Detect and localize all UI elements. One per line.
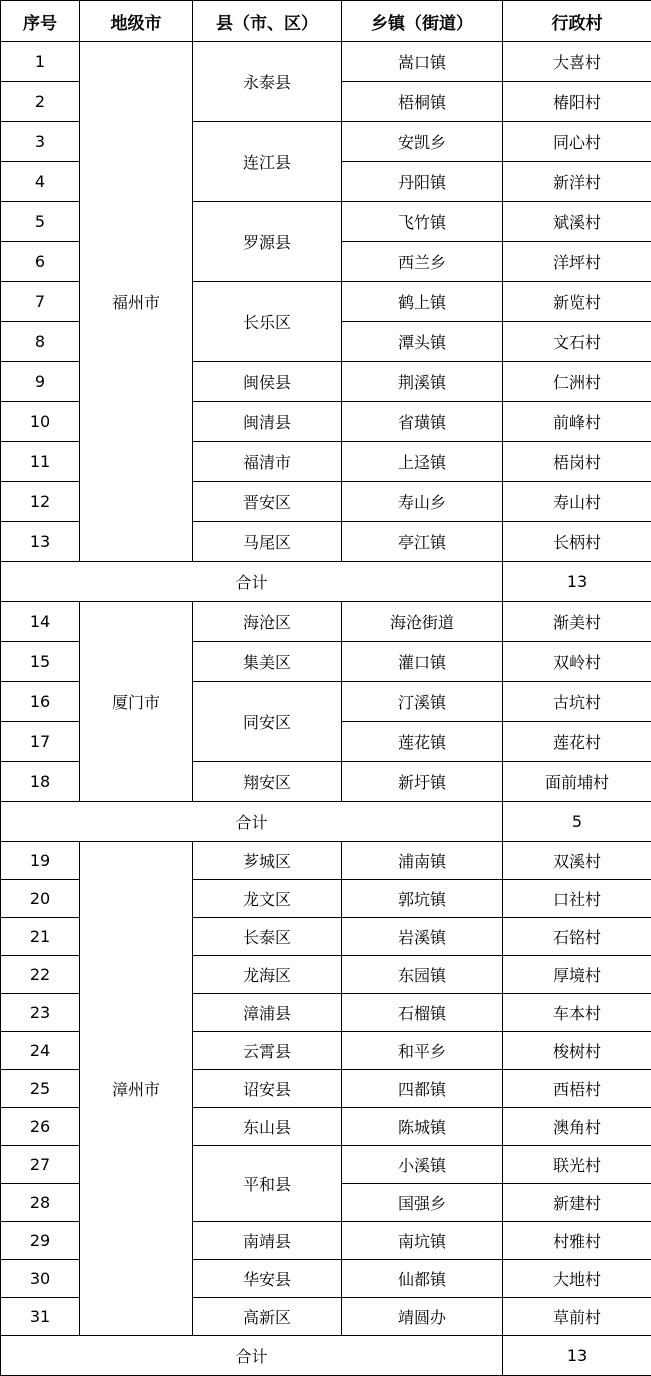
village-cell: 古坑村 (503, 682, 651, 722)
row-index: 15 (1, 642, 80, 682)
village-cell: 石铭村 (503, 918, 651, 956)
total-label: 合计 (1, 802, 503, 842)
town-cell: 鹤上镇 (342, 282, 503, 322)
town-cell: 东园镇 (342, 956, 503, 994)
village-cell: 新览村 (503, 282, 651, 322)
row-index: 30 (1, 1260, 80, 1298)
village-cell: 大喜村 (503, 42, 651, 82)
row-index: 3 (1, 122, 80, 162)
header-index: 序号 (1, 1, 80, 42)
county-cell: 龙海区 (193, 956, 342, 994)
town-cell: 飞竹镇 (342, 202, 503, 242)
town-cell: 寿山乡 (342, 482, 503, 522)
total-row (1, 1336, 651, 1376)
table-row (1, 42, 651, 82)
town-cell: 和平乡 (342, 1032, 503, 1070)
village-cell: 渐美村 (503, 602, 651, 642)
village-cell: 寿山村 (503, 482, 651, 522)
town-cell: 梧桐镇 (342, 82, 503, 122)
county-cell: 长乐区 (193, 282, 342, 362)
town-cell: 上迳镇 (342, 442, 503, 482)
total-label: 合计 (1, 1336, 503, 1376)
row-index: 26 (1, 1108, 80, 1146)
village-cell: 同心村 (503, 122, 651, 162)
town-cell: 郭坑镇 (342, 880, 503, 918)
village-cell: 梭树村 (503, 1032, 651, 1070)
row-index: 22 (1, 956, 80, 994)
row-index: 8 (1, 322, 80, 362)
village-cell: 澳角村 (503, 1108, 651, 1146)
total-value: 13 (503, 562, 651, 602)
row-index: 28 (1, 1184, 80, 1222)
village-cell: 新洋村 (503, 162, 651, 202)
village-cell: 长柄村 (503, 522, 651, 562)
county-cell: 连江县 (193, 122, 342, 202)
town-cell: 石榴镇 (342, 994, 503, 1032)
village-cell: 草前村 (503, 1298, 651, 1336)
header-city: 地级市 (80, 1, 193, 42)
row-index: 14 (1, 602, 80, 642)
table-row (1, 842, 651, 880)
county-cell: 罗源县 (193, 202, 342, 282)
row-index: 19 (1, 842, 80, 880)
town-cell: 岩溪镇 (342, 918, 503, 956)
row-index: 21 (1, 918, 80, 956)
town-cell: 莲花镇 (342, 722, 503, 762)
town-cell: 荆溪镇 (342, 362, 503, 402)
county-cell: 云霄县 (193, 1032, 342, 1070)
town-cell: 丹阳镇 (342, 162, 503, 202)
header-village: 行政村 (503, 1, 651, 42)
village-cell: 洋坪村 (503, 242, 651, 282)
village-cell: 口社村 (503, 880, 651, 918)
town-cell: 仙都镇 (342, 1260, 503, 1298)
county-cell: 龙文区 (193, 880, 342, 918)
village-cell: 斌溪村 (503, 202, 651, 242)
village-cell: 厚境村 (503, 956, 651, 994)
town-cell: 嵩口镇 (342, 42, 503, 82)
village-cell: 椿阳村 (503, 82, 651, 122)
town-cell: 潭头镇 (342, 322, 503, 362)
village-cell: 西梧村 (503, 1070, 651, 1108)
village-cell: 大地村 (503, 1260, 651, 1298)
row-index: 10 (1, 402, 80, 442)
village-cell: 联光村 (503, 1146, 651, 1184)
town-cell: 汀溪镇 (342, 682, 503, 722)
total-value: 13 (503, 1336, 651, 1376)
county-cell: 翔安区 (193, 762, 342, 802)
row-index: 12 (1, 482, 80, 522)
row-index: 18 (1, 762, 80, 802)
village-cell: 新建村 (503, 1184, 651, 1222)
header-row (1, 1, 651, 42)
row-index: 7 (1, 282, 80, 322)
county-cell: 海沧区 (193, 602, 342, 642)
row-index: 29 (1, 1222, 80, 1260)
county-cell: 高新区 (193, 1298, 342, 1336)
total-row (1, 562, 651, 602)
city-cell: 福州市 (80, 42, 193, 562)
town-cell: 西兰乡 (342, 242, 503, 282)
town-cell: 浦南镇 (342, 842, 503, 880)
header-town: 乡镇（街道） (342, 1, 503, 42)
city-cell: 漳州市 (80, 842, 193, 1336)
town-cell: 亭江镇 (342, 522, 503, 562)
county-cell: 晋安区 (193, 482, 342, 522)
village-cell: 面前埔村 (503, 762, 651, 802)
town-cell: 国强乡 (342, 1184, 503, 1222)
county-cell: 闽清县 (193, 402, 342, 442)
village-cell: 车本村 (503, 994, 651, 1032)
county-cell: 闽侯县 (193, 362, 342, 402)
table-body (1, 42, 651, 1376)
county-cell: 集美区 (193, 642, 342, 682)
village-cell: 梧岗村 (503, 442, 651, 482)
county-cell: 马尾区 (193, 522, 342, 562)
city-cell: 厦门市 (80, 602, 193, 802)
village-cell: 文石村 (503, 322, 651, 362)
row-index: 27 (1, 1146, 80, 1184)
village-cell: 莲花村 (503, 722, 651, 762)
row-index: 2 (1, 82, 80, 122)
town-cell: 灌口镇 (342, 642, 503, 682)
total-value: 5 (503, 802, 651, 842)
village-cell: 前峰村 (503, 402, 651, 442)
county-cell: 诏安县 (193, 1070, 342, 1108)
row-index: 6 (1, 242, 80, 282)
town-cell: 海沧街道 (342, 602, 503, 642)
village-cell: 双溪村 (503, 842, 651, 880)
village-cell: 仁洲村 (503, 362, 651, 402)
county-cell: 福清市 (193, 442, 342, 482)
table-row (1, 602, 651, 642)
county-cell: 南靖县 (193, 1222, 342, 1260)
row-index: 16 (1, 682, 80, 722)
row-index: 5 (1, 202, 80, 242)
row-index: 4 (1, 162, 80, 202)
town-cell: 四都镇 (342, 1070, 503, 1108)
town-cell: 南坑镇 (342, 1222, 503, 1260)
town-cell: 靖圆办 (342, 1298, 503, 1336)
county-cell: 芗城区 (193, 842, 342, 880)
county-cell: 漳浦县 (193, 994, 342, 1032)
row-index: 31 (1, 1298, 80, 1336)
row-index: 25 (1, 1070, 80, 1108)
village-cell: 村雅村 (503, 1222, 651, 1260)
county-cell: 东山县 (193, 1108, 342, 1146)
row-index: 24 (1, 1032, 80, 1070)
town-cell: 新圩镇 (342, 762, 503, 802)
town-cell: 安凯乡 (342, 122, 503, 162)
town-cell: 小溪镇 (342, 1146, 503, 1184)
row-index: 11 (1, 442, 80, 482)
town-cell: 省璜镇 (342, 402, 503, 442)
village-cell: 双岭村 (503, 642, 651, 682)
row-index: 20 (1, 880, 80, 918)
county-cell: 平和县 (193, 1146, 342, 1222)
row-index: 17 (1, 722, 80, 762)
town-cell: 陈城镇 (342, 1108, 503, 1146)
row-index: 13 (1, 522, 80, 562)
total-row (1, 802, 651, 842)
header-county: 县（市、区） (193, 1, 342, 42)
county-cell: 华安县 (193, 1260, 342, 1298)
county-cell: 同安区 (193, 682, 342, 762)
row-index: 9 (1, 362, 80, 402)
row-index: 1 (1, 42, 80, 82)
row-index: 23 (1, 994, 80, 1032)
county-cell: 长泰区 (193, 918, 342, 956)
county-cell: 永泰县 (193, 42, 342, 122)
total-label: 合计 (1, 562, 503, 602)
